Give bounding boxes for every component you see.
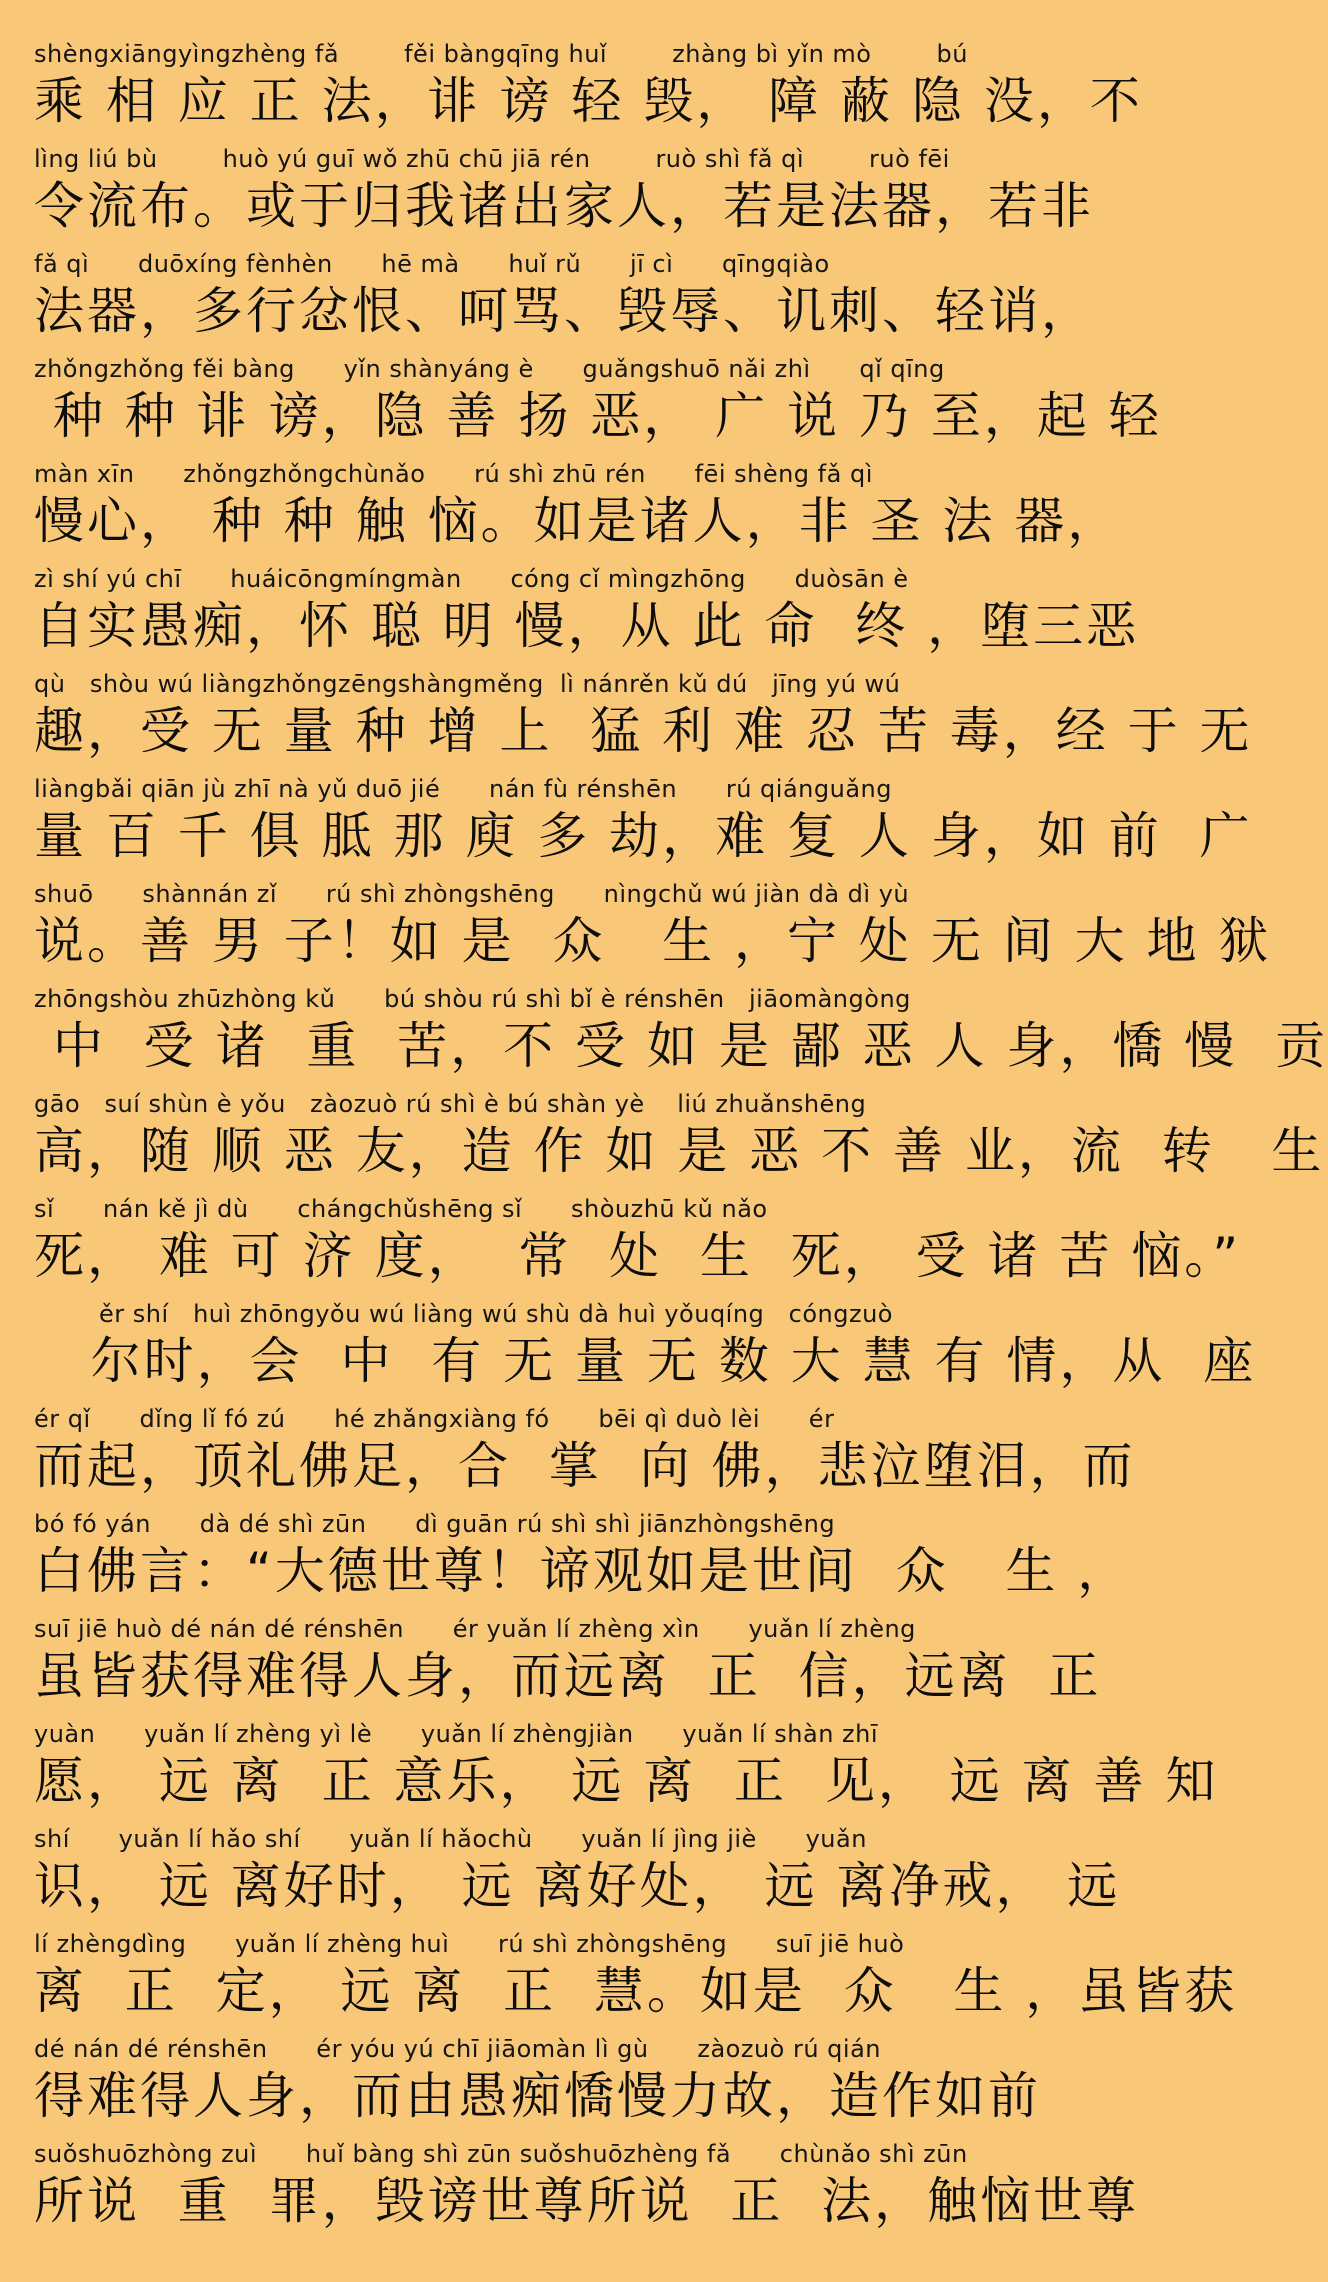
pinyin-row: gāo suí shùn è yǒu zàozuò rú shì è bú shàn yè liú zhuǎnshēng: [34, 1090, 867, 1118]
pinyin-row: zì shí yú chī huáicōngmíngmàn cóng cǐ mìngzhōng duòsān è: [34, 565, 909, 593]
hanzi-row: 虽皆获得难得人身，而远离 正 信，远离 正: [34, 1647, 1102, 1705]
text-line: [34, 38, 1143, 143]
pinyin-row: shèngxiāngyìngzhèng fǎ fěi bàngqīng huǐ zhàng bì yǐn mò bú: [34, 40, 968, 68]
hanzi-row: 识， 远 离好时， 远 离好处， 远 离净戒， 远: [34, 1857, 1121, 1915]
text-line: [34, 1193, 1242, 1298]
text-line: [34, 563, 1140, 668]
hanzi-row: 慢心， 种 种 触 恼。如是诸人，非 圣 法 器，: [34, 492, 1121, 550]
hanzi-row: 尔时，会 中 有 无 量 无 数 大 慧 有 情，从 座: [34, 1332, 1257, 1390]
text-line: [34, 1718, 1219, 1823]
text-line: [34, 1928, 1238, 2033]
text-line: [34, 773, 1253, 878]
pinyin-row: màn xīn zhǒngzhǒngchùnǎo rú shì zhū rén fēi shèng fǎ qì: [34, 460, 873, 488]
hanzi-row: 种 种 诽 谤，隐 善 扬 恶， 广 说 乃 至，起 轻: [34, 387, 1162, 445]
hanzi-row: 量 百 千 俱 胝 那 庾 多 劫，难 复 人 身，如 前 广: [34, 807, 1253, 865]
hanzi-row: 说。善 男 子！如 是 众 生 ，宁 处 无 间 大 地 狱: [34, 912, 1272, 970]
pinyin-row: zhǒngzhǒng fěi bàng yǐn shànyáng è guǎngshuō nǎi zhì qǐ qīng: [34, 355, 945, 383]
text-line: [34, 668, 1253, 773]
hanzi-row: 愿， 远 离 正 意乐， 远 离 正 见， 远 离 善 知: [34, 1752, 1219, 1810]
pinyin-row: yuàn yuǎn lí zhèng yì lè yuǎn lí zhèngjiàn yuǎn lí shàn zhī: [34, 1720, 879, 1748]
text-line: [34, 248, 1094, 353]
hanzi-row: 高，随 顺 恶 友，造 作 如 是 恶 不 善 业，流 转 生: [34, 1122, 1325, 1180]
hanzi-row: 令流布。或于归我诸出家人，若是法器，若非: [34, 177, 1094, 235]
text-line: [34, 983, 1328, 1088]
pinyin-row: ěr shí huì zhōngyǒu wú liàng wú shù dà huì yǒuqíng cóngzuò: [34, 1300, 893, 1328]
hanzi-row: 自实愚痴，怀 聪 明 慢，从 此 命 终 ，堕三恶: [34, 597, 1140, 655]
hanzi-row: 所说 重 罪，毁谤世尊所说 正 法，触恼世尊: [34, 2172, 1140, 2230]
pinyin-row: bó fó yán dà dé shì zūn dì guān rú shì shì jiānzhòngshēng: [34, 1510, 836, 1538]
text-line: [34, 878, 1272, 983]
text-line: [34, 1823, 1121, 1928]
hanzi-row: 白佛言：“大德世尊！谛观如是世间 众 生 ，: [34, 1542, 1131, 1600]
text-line: [34, 2138, 1140, 2243]
pinyin-row: fǎ qì duōxíng fènhèn hē mà huǐ rǔ jī cì qīngqiào: [34, 250, 830, 278]
text-line: [34, 1508, 1131, 1613]
pinyin-row: shuō shànnán zǐ rú shì zhòngshēng nìngchǔ wú jiàn dà dì yù: [34, 880, 910, 908]
text-line: [34, 1403, 1136, 1508]
pinyin-row: lìng liú bù huò yú guī wǒ zhū chū jiā rén ruò shì fǎ qì ruò fēi: [34, 145, 950, 173]
text-line: [34, 353, 1162, 458]
pinyin-row: ér qǐ dǐng lǐ fó zú hé zhǎngxiàng fó bēi qì duò lèi ér: [34, 1405, 835, 1433]
pinyin-row: suǒshuōzhòng zuì huǐ bàng shì zūn suǒshuōzhèng fǎ chùnǎo shì zūn: [34, 2140, 968, 2168]
text-line: [34, 1613, 1102, 1718]
hanzi-row: 中 受 诸 重 苦，不 受 如 是 鄙 恶 人 身，憍 慢 贡: [34, 1017, 1328, 1075]
text-line: [34, 1298, 1257, 1403]
text-line: [34, 2033, 1056, 2138]
hanzi-row: 趣，受 无 量 种 增 上 猛 利 难 忍 苦 毒，经 于 无: [34, 702, 1253, 760]
text-line: [34, 458, 1121, 563]
pinyin-row: dé nán dé rénshēn ér yóu yú chī jiāomàn lì gù zàozuò rú qián: [34, 2035, 882, 2063]
text-line: [34, 1088, 1325, 1193]
pinyin-row: lí zhèngdìng yuǎn lí zhèng huì rú shì zhòngshēng suī jiē huò: [34, 1930, 905, 1958]
hanzi-row: 离 正 定， 远 离 正 慧。如是 众 生 ，虽皆获: [34, 1962, 1238, 2020]
hanzi-row: 法器，多行忿恨、呵骂、毁辱、讥刺、轻诮，: [34, 282, 1094, 340]
pinyin-row: shí yuǎn lí hǎo shí yuǎn lí hǎochù yuǎn lí jìng jiè yuǎn: [34, 1825, 867, 1853]
text-line: [34, 143, 1094, 248]
pinyin-row: sǐ nán kě jì dù chángchǔshēng sǐ shòuzhū kǔ nǎo: [34, 1195, 768, 1223]
pinyin-row: qù shòu wú liàngzhǒngzēngshàngměng lì nánrěn kǔ dú jīng yú wú: [34, 670, 901, 698]
hanzi-row: 死， 难 可 济 度， 常 处 生 死， 受 诸 苦 恼。”: [34, 1227, 1242, 1285]
pinyin-row: suī jiē huò dé nán dé rénshēn ér yuǎn lí zhèng xìn yuǎn lí zhèng: [34, 1615, 916, 1643]
pinyin-row: zhōngshòu zhūzhòng kǔ bú shòu rú shì bǐ è rénshēn jiāomàngòng: [34, 985, 911, 1013]
pinyin-row: liàngbǎi qiān jù zhī nà yǔ duō jié nán fù rénshēn rú qiánguǎng: [34, 775, 892, 803]
hanzi-row: 乘 相 应 正 法，诽 谤 轻 毁， 障 蔽 隐 没，不: [34, 72, 1143, 130]
hanzi-row: 而起，顶礼佛足，合 掌 向 佛，悲泣堕泪，而: [34, 1437, 1136, 1495]
hanzi-row: 得难得人身，而由愚痴憍慢力故，造作如前: [34, 2067, 1041, 2125]
